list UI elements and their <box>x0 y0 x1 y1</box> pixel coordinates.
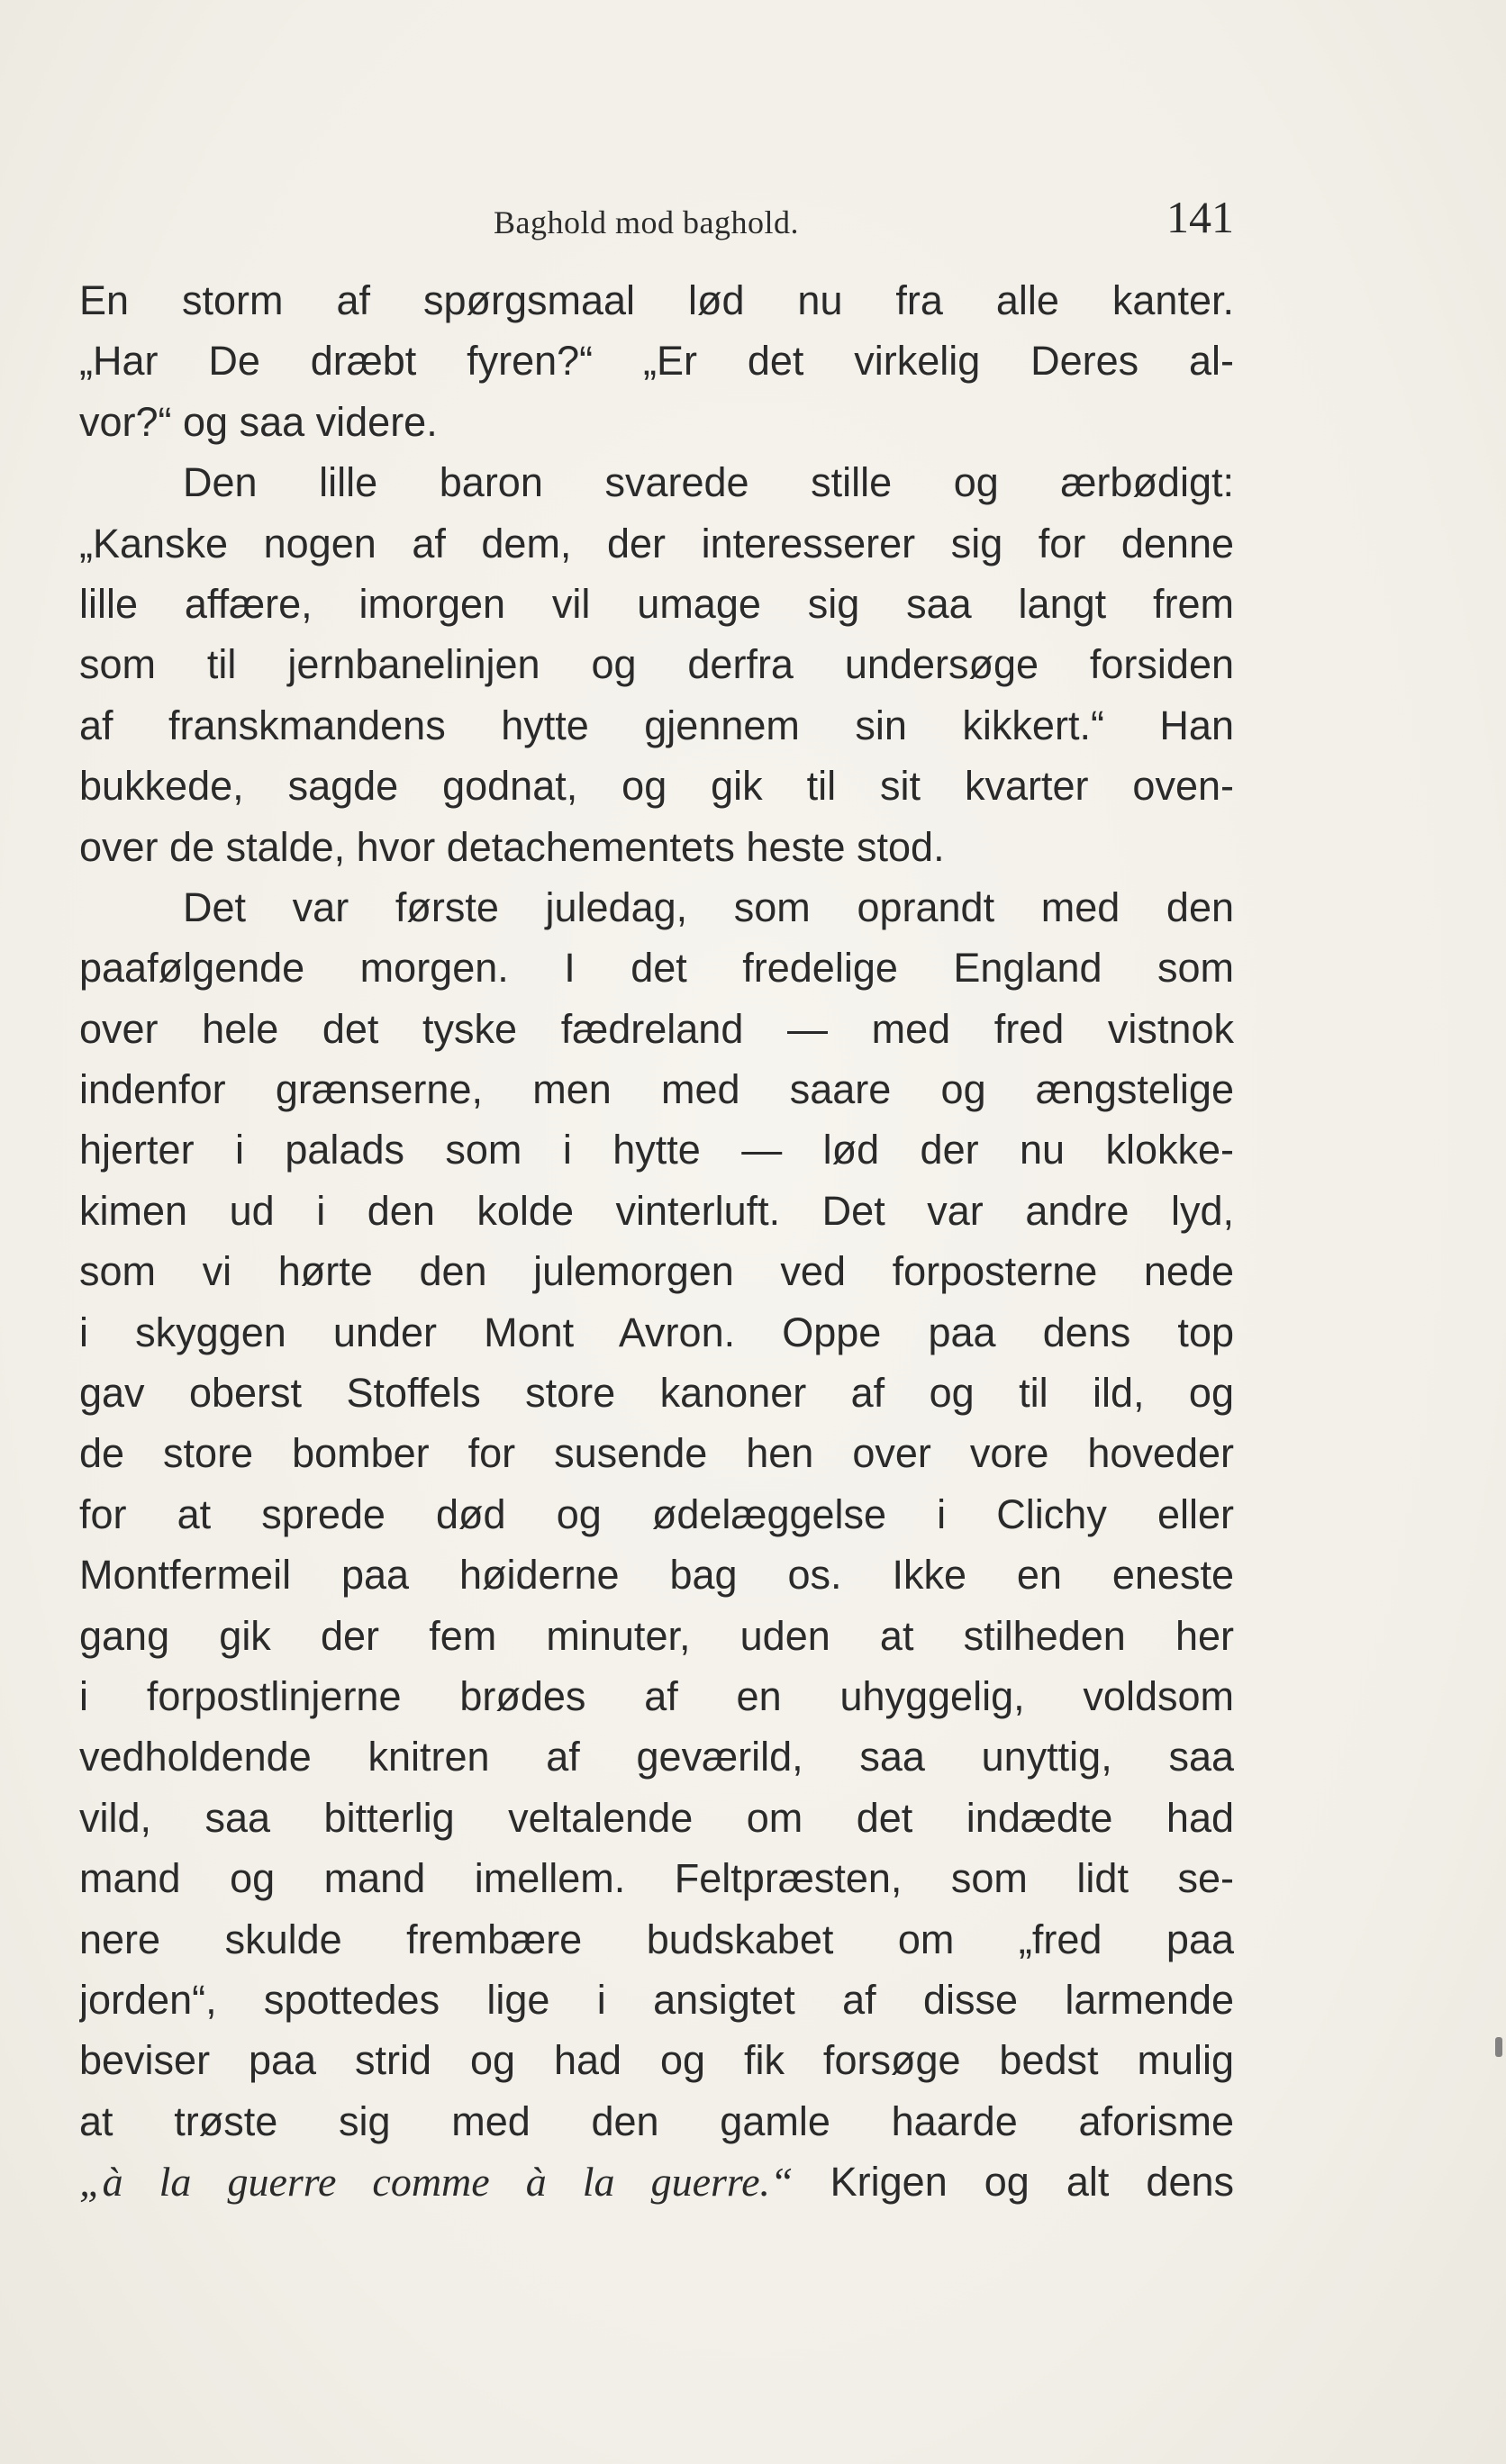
text-line: over de stalde, hvor detachementets heste stod. <box>79 823 945 870</box>
italic-phrase: „à la guerre comme à la guerre.“ <box>79 2159 794 2206</box>
running-title: Baghold mod baghold. <box>494 204 799 240</box>
text-line: Den lille baron svarede stille og ærbødigt: <box>183 459 1234 506</box>
text-line: som vi hørte den julemorgen ved forposterne nede <box>79 1248 1234 1295</box>
text-line: beviser paa strid og had og fik forsøge bedst mulig <box>79 2037 1234 2084</box>
text-line: lille affære, imorgen vil umage sig saa langt frem <box>79 580 1234 627</box>
text-line: for at sprede død og ødelæggelse i Clichy eller <box>79 1490 1234 1537</box>
text-line: i forpostlinjerne brødes af en uhyggelig, voldsom <box>79 1672 1234 1719</box>
text-line: hjerter i palads som i hytte — lød der nu klokke- <box>79 1127 1234 1173</box>
page-number: 141 <box>1166 192 1234 242</box>
page-blemish <box>1495 2037 1502 2057</box>
text-line: indenfor grænserne, men med saare og ængstelige <box>79 1066 1234 1113</box>
text-line: vor?“ og saa videre. <box>79 398 438 445</box>
body-text <box>79 270 1234 2213</box>
text-line: vedholdende knitren af geværild, saa unyttig, saa <box>79 1734 1234 1780</box>
text-line: „Kanske nogen af dem, der interesserer sig for denne <box>79 520 1234 566</box>
text-line: i skyggen under Mont Avron. Oppe paa dens top <box>79 1309 1234 1355</box>
text-line: bukkede, sagde godnat, og gik til sit kvarter oven- <box>79 763 1234 810</box>
text-line: af franskmandens hytte gjennem sin kikkert.“ Han <box>79 702 1234 748</box>
text-line: En storm af spørgsmaal lød nu fra alle kanter. <box>79 277 1234 323</box>
text-line-final <box>79 2151 1234 2212</box>
text-line: mand og mand imellem. Feltpræsten, som lidt se- <box>79 1855 1234 1902</box>
text-line: gang gik der fem minuter, uden at stilheden her <box>79 1612 1234 1659</box>
text-line: gav oberst Stoffels store kanoner af og til ild, og <box>79 1370 1234 1417</box>
text-line: Montfermeil paa høiderne bag os. Ikke en eneste <box>79 1552 1234 1599</box>
text-line: „Har De dræbt fyren?“ „Er det virkelig Deres al- <box>79 338 1234 385</box>
text-line: nere skulde frembære budskabet om „fred paa <box>79 1916 1234 1962</box>
line-continuation: Krigen og alt dens <box>830 2159 1234 2206</box>
text-line: at trøste sig med den gamle haarde aforisme <box>79 2097 1234 2144</box>
text-line: vild, saa bitterlig veltalende om det indædte had <box>79 1794 1234 1841</box>
text-line: kimen ud i den kolde vinterluft. Det var andre lyd, <box>79 1187 1234 1234</box>
text-line: Det var første juledag, som oprandt med den <box>183 883 1234 930</box>
text-line: over hele det tyske fædreland — med fred vistnok <box>79 1005 1234 1052</box>
text-line: de store bomber for susende hen over vore hoveder <box>79 1430 1234 1477</box>
text-line: jorden“, spottedes lige i ansigtet af disse larmende <box>79 1976 1234 2023</box>
page-header <box>79 191 1234 254</box>
text-line: paafølgende morgen. I det fredelige England som <box>79 945 1234 992</box>
text-line: som til jernbanelinjen og derfra undersøge forsiden <box>79 641 1234 688</box>
